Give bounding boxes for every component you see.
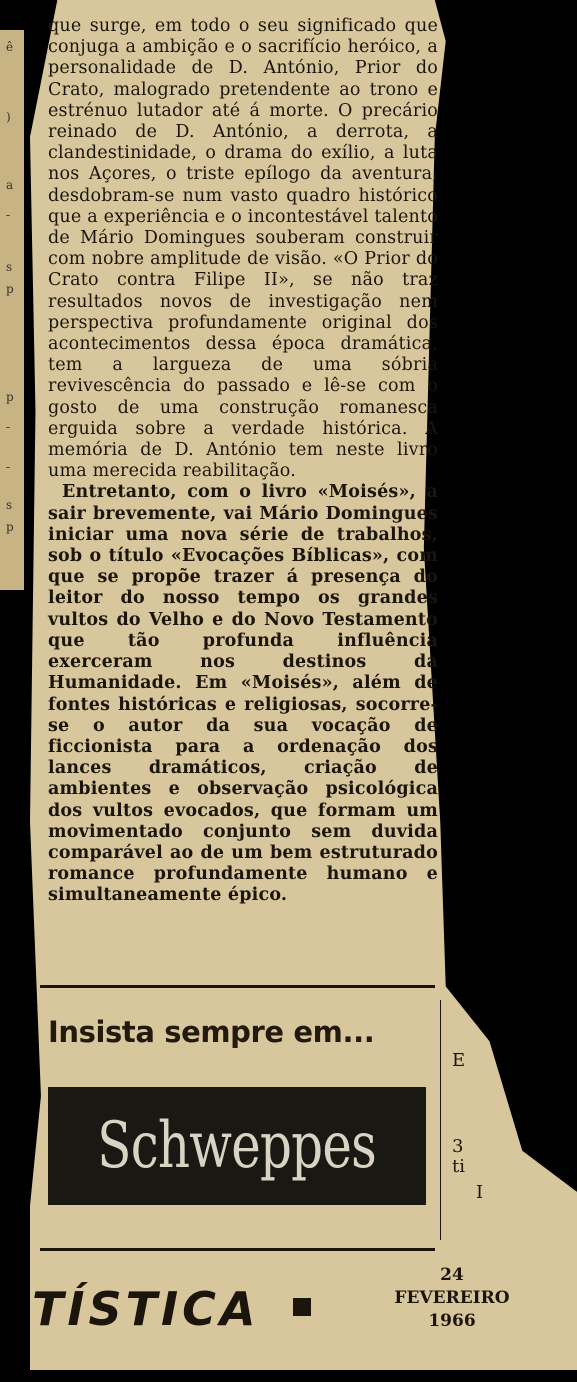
- article-body: [48, 16, 438, 907]
- right-fragment: 3: [452, 1136, 464, 1157]
- edge-fragment: -: [6, 420, 11, 434]
- ad-brand-logo: Schweppes: [97, 1109, 377, 1183]
- date-day: 24: [440, 1265, 464, 1285]
- edge-fragment: s: [6, 498, 13, 512]
- right-fragment: I: [476, 1182, 484, 1203]
- ad-header: Insista sempre em...: [48, 1015, 375, 1049]
- edge-fragment: -: [6, 460, 11, 474]
- right-fragment: E: [452, 1050, 466, 1071]
- footer-rule: [40, 1248, 435, 1251]
- edge-fragment: p: [6, 390, 14, 404]
- divider-rule: [40, 985, 435, 988]
- edge-fragment: s: [6, 260, 13, 274]
- edge-fragment: a: [6, 178, 14, 192]
- edge-fragment: p: [6, 282, 14, 296]
- article-paragraph: Entretanto, com o livro «Moisés», a sair brevemente, vai Mário Domingues iniciar uma nova série de trabalhos, sob o título «Evocações Bíblicas», com que se propõe trazer á presença do leitor do nosso tempo os grandes vultos do Velho e do Novo Testamento que tão profunda influência exerceram nos destinos da Humanidade. Em «Moisés», além de fontes históricas e religiosas, socorre-se o autor da sua vocação de ficcionista para a ordenação dos lances dramáticos, criação de ambientes e observação psicológica dos vultos evocados, que formam um movimentado conjunto sem duvida comparável ao de um bem estruturado romance profundamente humano e simultaneamente épico.: [48, 482, 438, 906]
- edge-fragment: ): [6, 110, 11, 124]
- date-year: 1966: [428, 1311, 476, 1331]
- schweppes-ad: [48, 1087, 426, 1205]
- edge-fragment: p: [6, 520, 14, 534]
- issue-date: [372, 1264, 532, 1333]
- footer-section-title: TÍSTICA: [32, 1282, 260, 1336]
- left-edge-strip: [0, 30, 24, 590]
- column-edge: [440, 1000, 441, 1240]
- article-paragraph: que surge, em todo o seu significado que conjuga a ambição e o sacrifício heróico, a personalidade de D. António, Prior do Crato, malogrado pretendente ao trono e estrénuo lutador até á morte. O precário reinado de D. António, a derrota, a clandestinidade, o drama do exílio, a luta nos Açores, o triste epílogo da aventura, desdobram-se num vasto quadro histórico que a experiência e o incontestável talento de Mário Domingues souberam construir com nobre amplitude de visão. «O Prior do Crato contra Filipe II», se não traz resultados novos de investigação nem perspectiva profundamente original dos acontecimentos dessa época dramática, tem a largueza de uma sóbria revivescência do passado e lê-se com o gosto de uma construção romanesca erguida sobre a verdade histórica. A memória de D. António tem neste livro uma merecida reabilitação.: [48, 16, 438, 482]
- right-fragment: ti: [452, 1156, 465, 1177]
- square-bullet-icon: [293, 1298, 311, 1316]
- edge-fragment: ê: [6, 40, 14, 54]
- edge-fragment: -: [6, 208, 11, 222]
- date-month: FEVEREIRO: [394, 1288, 510, 1308]
